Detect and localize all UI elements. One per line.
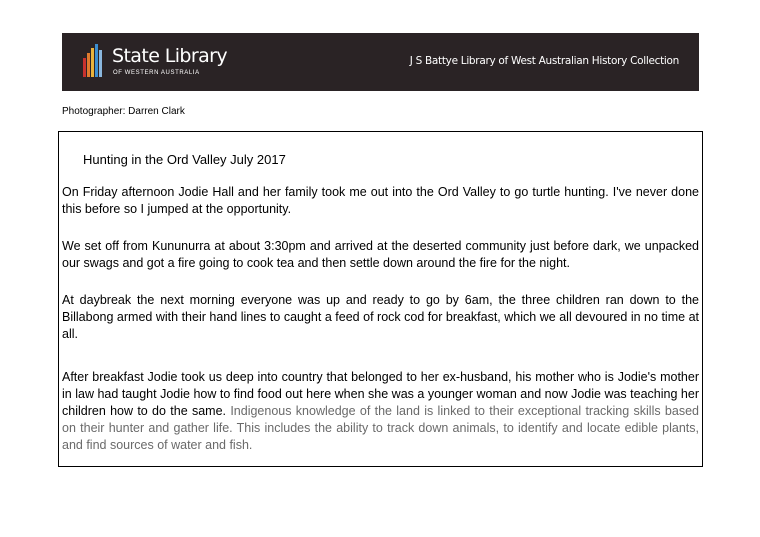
photographer-credit: Photographer: Darren Clark xyxy=(62,106,185,117)
logo-title: State Library xyxy=(112,45,227,67)
story-paragraph-4-faded: Indigenous knowledge of the land is linked to their exceptional tracking skills based on their hunter and gather life. This includes the ability to track down animals, to identify and locate edible plants, and find sources of water and fish. xyxy=(62,404,699,452)
library-logo-icon xyxy=(83,44,105,77)
collection-name: J S Battye Library of West Australian History Collection xyxy=(409,55,679,67)
story-paragraph-1: On Friday afternoon Jodie Hall and her family took me out into the Ord Valley to go turtle hunting. I've never done this before so I jumped at the opportunity. xyxy=(62,185,699,216)
logo-subtitle: OF WESTERN AUSTRALIA xyxy=(113,70,200,76)
story-box xyxy=(58,131,703,467)
story-paragraph-3: At daybreak the next morning everyone was up and ready to go by 6am, the three children ran down to the Billabong armed with their hand lines to caught a feed of rock cod for breakfast, which we all devoured in no time at all. xyxy=(62,293,699,341)
story-paragraph-4 xyxy=(62,369,699,454)
story-paragraph-2: We set off from Kununurra at about 3:30pm and arrived at the deserted community just before dark, we unpacked our swags and got a fire going to cook tea and then settle down around the fire for the night. xyxy=(62,239,699,270)
story-title: Hunting in the Ord Valley July 2017 xyxy=(83,152,286,167)
story-paragraph-4-main: After breakfast Jodie took us deep into country that belonged to her ex-husband, his mother who is Jodie's mother in law had taught Jodie how to find food out here when she was a younger woman and now Jodie was teaching her children how to do the same. xyxy=(62,370,699,418)
library-banner xyxy=(62,33,699,91)
